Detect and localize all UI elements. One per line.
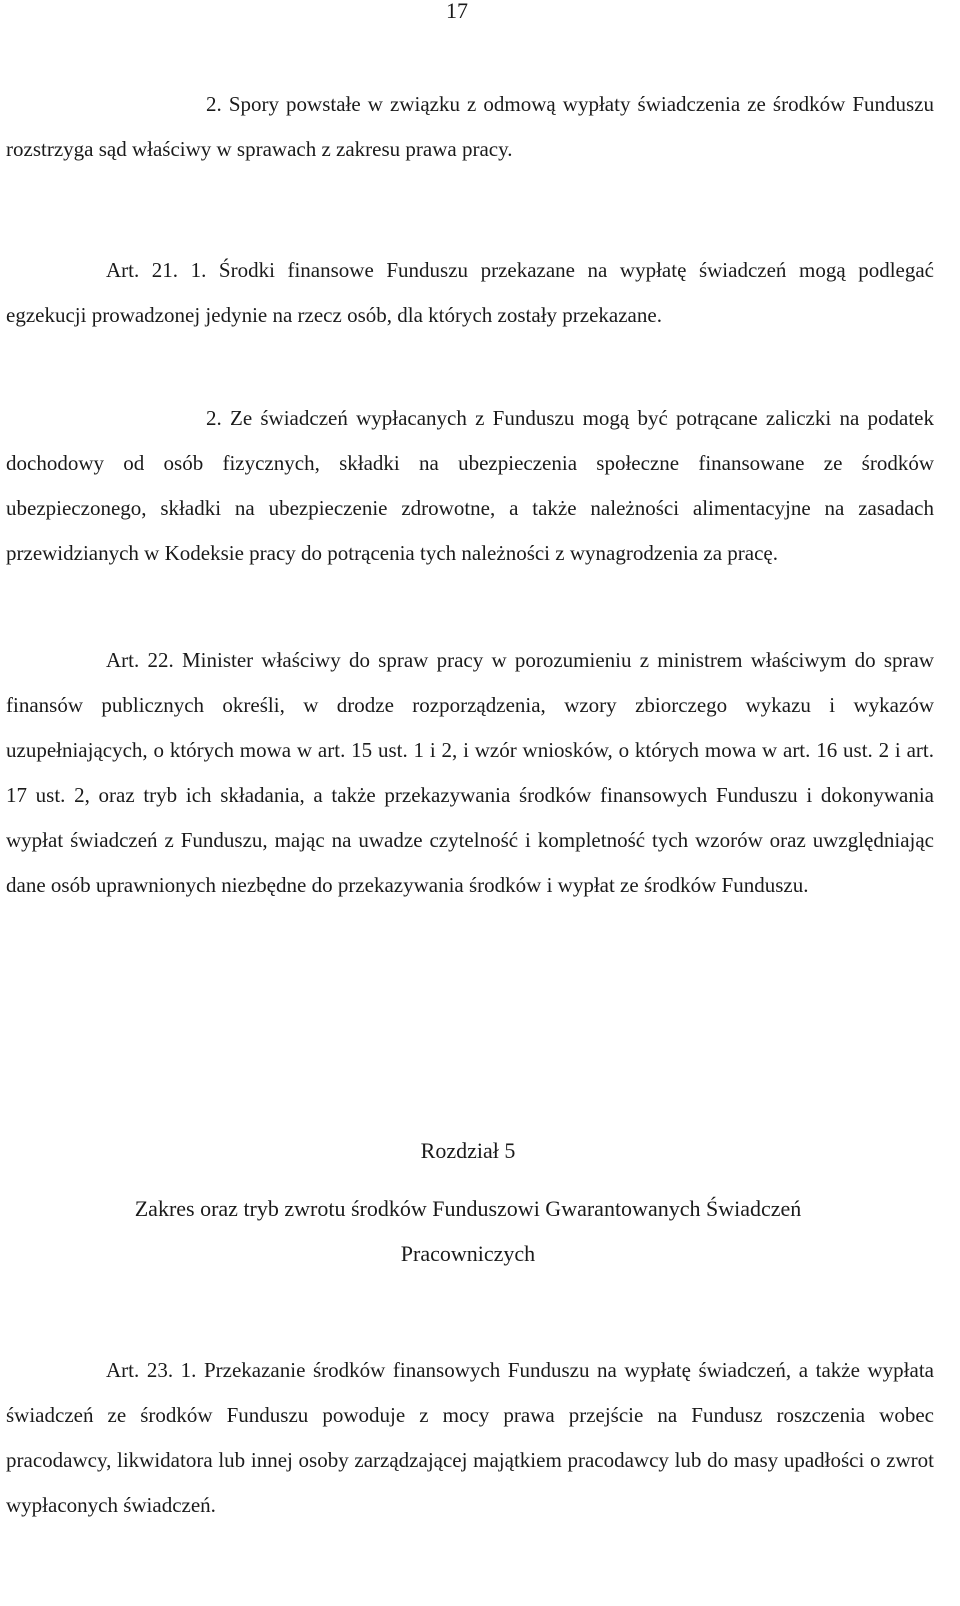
paragraph-art21-ust2: 2. Ze świadczeń wypłacanych z Funduszu mogą być potrącane zaliczki na podatek dochodowy od osób fizycznych, składki na ubezpieczenia społeczne finansowane ze środków ubezpieczonego, składki na ubezpieczenie zdrowotne, a także należności alimentacyjne na zasadach przewidzianych w Kodeksie pracy do potrącenia tych należności z wynagrodzenia za pracę. — [6, 406, 934, 565]
paragraph-art20-ust2: 2. Spory powstałe w związku z odmową wypłaty świadczenia ze środków Funduszu rozstrzyga sąd właściwy w sprawach z zakresu prawa pracy. — [6, 92, 934, 161]
chapter-number: Rozdział 5 — [420, 1138, 516, 1163]
paragraph-art23-ust1: Art. 23. 1. Przekazanie środków finansowych Funduszu na wypłatę świadczeń, a także wypłata świadczeń ze środków Funduszu powoduje z mocy prawa przejście na Fundusz roszczenia wobec pracodawcy, likwidatora lub innej osoby zarządzającej majątkiem pracodawcy lub do masy upadłości o zwrot wypłaconych świadczeń. — [6, 1358, 934, 1517]
chapter-title-line1: Zakres oraz tryb zwrotu środków Funduszowi Gwarantowanych Świadczeń — [134, 1196, 802, 1221]
chapter-title-line2: Pracowniczych — [400, 1241, 536, 1266]
paragraph-art21-ust1: Art. 21. 1. Środki finansowe Funduszu przekazane na wypłatę świadczeń mogą podlegać egzekucji prowadzonej jedynie na rzecz osób, dla których zostały przekazane. — [6, 258, 934, 327]
page-number: 17 — [446, 0, 468, 23]
paragraph-art22: Art. 22. Minister właściwy do spraw pracy w porozumieniu z ministrem właściwym do spraw finansów publicznych określi, w drodze rozporządzenia, wzory zbiorczego wykazu i wykazów uzupełniających, o których mowa w art. 15 ust. 1 i 2, i wzór wniosków, o których mowa w art. 16 ust. 2 i art. 17 ust. 2, oraz tryb ich składania, a także przekazywania środków finansowych Funduszu i dokonywania wypłat świadczeń z Funduszu, mając na uwadze czytelność i kompletność tych wzorów oraz uwzględniając dane osób uprawnionych niezbędne do przekazywania środków i wypłat ze środków Funduszu. — [6, 648, 934, 897]
